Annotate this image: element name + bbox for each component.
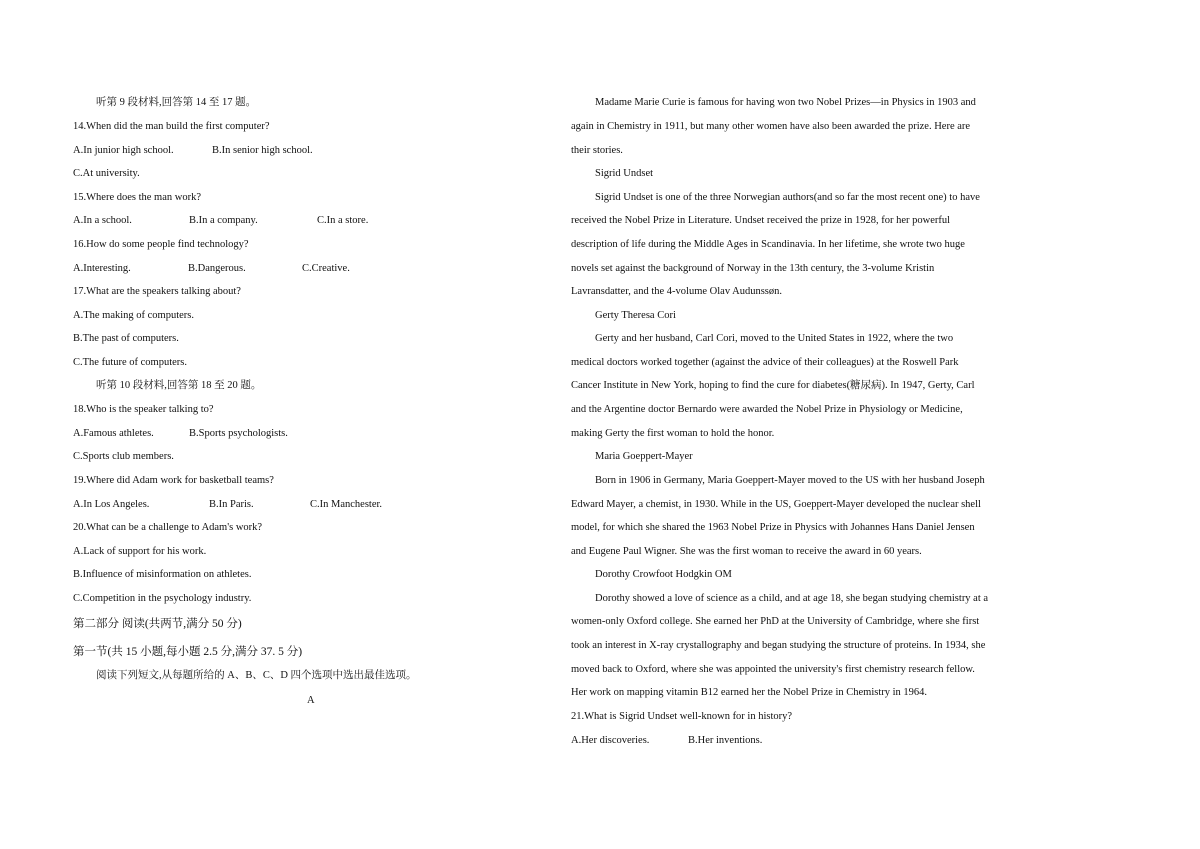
section-heading-9: 听第 9 段材料,回答第 14 至 17 题。 — [96, 97, 257, 108]
passage-line: Lavransdatter, and the 4-volume Olav Audunssøn. — [571, 286, 782, 297]
option-20-b: B.Influence of misinformation on athletes. — [73, 569, 252, 580]
part-two-heading: 第二部分 阅读(共两节,满分 50 分) — [73, 618, 242, 630]
passage-line: model, for which she shared the 1963 Nobel Prize in Physics with Johannes Hans Daniel Jensen — [571, 522, 975, 533]
option-16-a: A.Interesting. — [73, 263, 131, 274]
passage-line: women-only Oxford college. She earned her PhD at the University of Cambridge, where she first — [571, 616, 980, 627]
question-18: 18.Who is the speaker talking to? — [73, 404, 214, 415]
option-19-b: B.In Paris. — [209, 499, 254, 510]
passage-label: A — [307, 695, 315, 706]
passage-line: received the Nobel Prize in Literature. Undset received the prize in 1928, for her powerful — [571, 215, 951, 226]
option-19-c: C.In Manchester. — [310, 499, 383, 510]
option-19-a: A.In Los Angeles. — [73, 499, 150, 510]
option-14-c: C.At university. — [73, 168, 140, 179]
passage-line: again in Chemistry in 1911, but many other women have also been awarded the prize. Here are — [571, 121, 971, 132]
option-17-a: A.The making of computers. — [73, 310, 195, 321]
option-17-c: C.The future of computers. — [73, 357, 188, 368]
passage-line: Dorothy showed a love of science as a child, and at age 18, she began studying chemistry at a — [595, 593, 989, 604]
option-17-b: B.The past of computers. — [73, 333, 179, 344]
option-15-c: C.In a store. — [317, 215, 369, 226]
person-heading: Dorothy Crowfoot Hodgkin OM — [595, 569, 732, 580]
option-18-b: B.Sports psychologists. — [189, 428, 288, 439]
passage-line: took an interest in X-ray crystallography and began studying the structure of proteins. In 1934, she — [571, 640, 986, 651]
option-16-c: C.Creative. — [302, 263, 350, 274]
passage-line: Sigrid Undset is one of the three Norwegian authors(and so far the most recent one) to have — [595, 192, 980, 203]
option-20-c: C.Competition in the psychology industry. — [73, 593, 252, 604]
passage-line: Madame Marie Curie is famous for having won two Nobel Prizes—in Physics in 1903 and — [595, 97, 976, 108]
option-21-a: A.Her discoveries. — [571, 735, 650, 746]
section-heading-10: 听第 10 段材料,回答第 18 至 20 题。 — [96, 380, 262, 391]
passage-line: Edward Mayer, a chemist, in 1930. While in the US, Goeppert-Mayer developed the nuclear shell — [571, 499, 981, 510]
option-14-b: B.In senior high school. — [212, 145, 313, 156]
option-20-a: A.Lack of support for his work. — [73, 546, 207, 557]
option-18-c: C.Sports club members. — [73, 451, 174, 462]
passage-line: novels set against the background of Norway in the 13th century, the 3-volume Kristin — [571, 263, 935, 274]
question-14: 14.When did the man build the first computer? — [73, 121, 270, 132]
passage-line: and Eugene Paul Wigner. She was the first woman to receive the award in 60 years. — [571, 546, 922, 557]
option-16-b: B.Dangerous. — [188, 263, 246, 274]
question-19: 19.Where did Adam work for basketball teams? — [73, 475, 274, 486]
passage-line: their stories. — [571, 145, 623, 156]
person-heading: Gerty Theresa Cori — [595, 310, 676, 321]
passage-line: Cancer Institute in New York, hoping to find the cure for diabetes(糖尿病). In 1947, Gerty, Carl — [571, 380, 975, 391]
option-15-b: B.In a company. — [189, 215, 258, 226]
option-18-a: A.Famous athletes. — [73, 428, 154, 439]
reading-instruction: 阅读下列短文,从每题所给的 A、B、C、D 四个选项中选出最佳选项。 — [96, 670, 417, 681]
passage-line: description of life during the Middle Ages in Scandinavia. In her lifetime, she wrote two huge — [571, 239, 965, 250]
question-20: 20.What can be a challenge to Adam's work? — [73, 522, 263, 533]
person-heading: Sigrid Undset — [595, 168, 654, 179]
question-17: 17.What are the speakers talking about? — [73, 286, 241, 297]
option-15-a: A.In a school. — [73, 215, 132, 226]
option-21-b: B.Her inventions. — [688, 735, 763, 746]
question-16: 16.How do some people find technology? — [73, 239, 249, 250]
passage-line: moved back to Oxford, where she was appointed the university's first chemistry research fellow. — [571, 664, 975, 675]
passage-line: making Gerty the first woman to hold the honor. — [571, 428, 775, 439]
person-heading: Maria Goeppert-Mayer — [595, 451, 693, 462]
passage-line: medical doctors worked together (against the advice of their colleagues) at the Roswell Park — [571, 357, 959, 368]
question-21: 21.What is Sigrid Undset well-known for in history? — [571, 711, 793, 722]
passage-line: Born in 1906 in Germany, Maria Goeppert-Mayer moved to the US with her husband Joseph — [595, 475, 985, 486]
section-one-heading: 第一节(共 15 小题,每小题 2.5 分,满分 37. 5 分) — [73, 646, 303, 658]
option-14-a: A.In junior high school. — [73, 145, 174, 156]
passage-line: and the Argentine doctor Bernardo were awarded the Nobel Prize in Physiology or Medicine, — [571, 404, 963, 415]
passage-line: Her work on mapping vitamin B12 earned her the Nobel Prize in Chemistry in 1964. — [571, 687, 928, 698]
passage-line: Gerty and her husband, Carl Cori, moved to the United States in 1922, where the two — [595, 333, 954, 344]
question-15: 15.Where does the man work? — [73, 192, 201, 203]
